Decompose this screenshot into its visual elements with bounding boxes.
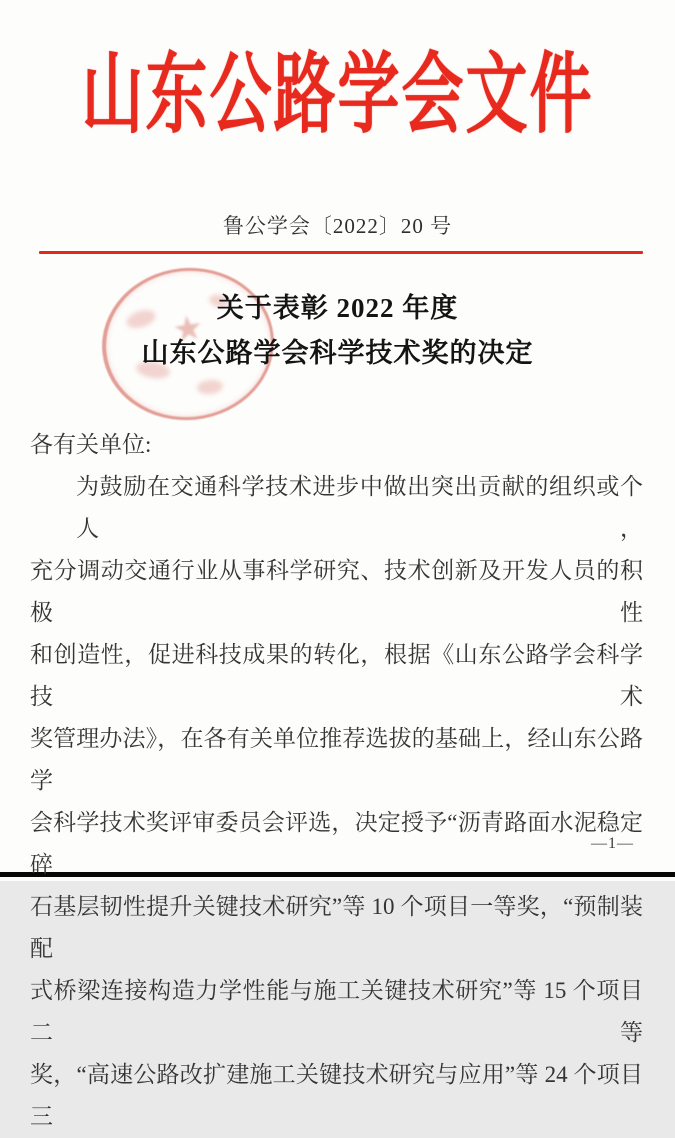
- paragraph-line: 会科学技术奖评审委员会评选，决定授予“沥青路面水泥稳定碎: [30, 810, 643, 877]
- page-number: —1—: [591, 835, 634, 852]
- seal-star-icon: ★: [170, 308, 206, 350]
- paragraph-line: 充分调动交通行业从事科学研究、技术创新及开发人员的积极性: [30, 558, 643, 625]
- document-title: [0, 286, 675, 376]
- document-body: [30, 424, 643, 1138]
- document-number: 鲁公学会〔2022〕20 号: [222, 214, 453, 238]
- document-title-line-2: 山东公路学会科学技术奖的决定: [141, 338, 534, 368]
- paragraph-line: 和创造性，促进科技成果的转化，根据《山东公路学会科学技术: [30, 642, 643, 709]
- paragraph-line: 奖管理办法》，在各有关单位推荐选拔的基础上，经山东公路学: [30, 726, 643, 793]
- paragraph-line: 式桥梁连接构造力学性能与施工关键技术研究”等 15 个项目二等: [30, 978, 643, 1045]
- document-title-line-1: 关于表彰 2022 年度: [216, 293, 459, 323]
- paragraph-line: 石基层韧性提升关键技术研究”等 10 个项目一等奖，“预制装配: [30, 894, 643, 961]
- red-separator-rule: [39, 251, 643, 254]
- paragraph-line: 奖，“高速公路改扩建施工关键技术研究与应用”等 24 个项目三: [30, 1062, 643, 1129]
- addressee-line: 各有关单位:: [30, 432, 152, 457]
- document-header-title: 山东公路学会文件: [81, 47, 594, 145]
- paragraph-line: 为鼓励在交通科学技术进步中做出突出贡献的组织或个人，: [76, 474, 643, 541]
